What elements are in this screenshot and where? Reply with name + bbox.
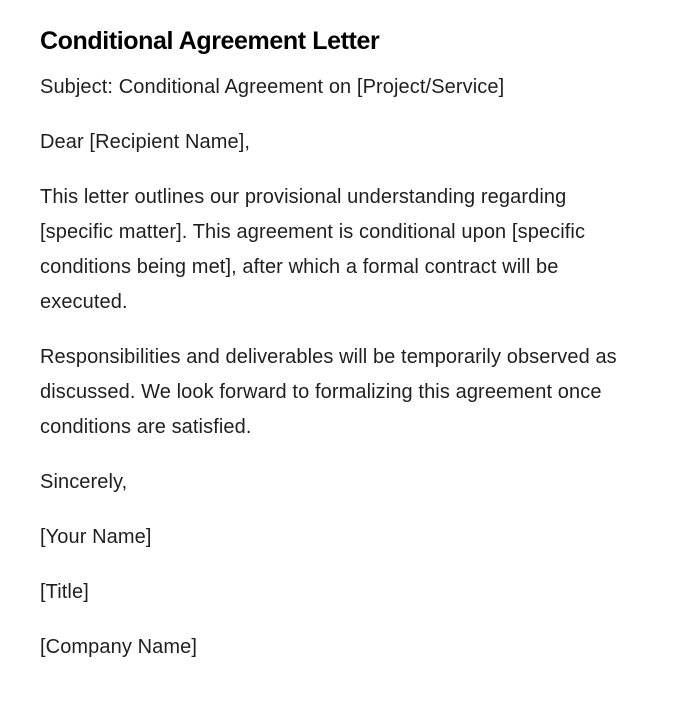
signature-title: [Title] [40, 581, 89, 603]
signature-company: [Company Name] [40, 636, 198, 658]
letter-title: Conditional Agreement Letter [40, 27, 380, 55]
body-paragraph-1: This letter outlines our provisional understanding regarding [specific matter]. This agreement is conditional upon [specific conditions being met], after which a formal contract will be executed. [40, 186, 586, 313]
closing-line: Sincerely, [40, 471, 128, 493]
subject-line: Subject: Conditional Agreement on [Project/Service] [40, 76, 505, 98]
greeting-line: Dear [Recipient Name], [40, 131, 251, 153]
body-paragraph-2: Responsibilities and deliverables will be temporarily observed as discussed. We look forward to formalizing this agreement once conditions are satisfied. [40, 346, 617, 438]
letter-document [40, 24, 640, 665]
signature-name: [Your Name] [40, 526, 152, 548]
